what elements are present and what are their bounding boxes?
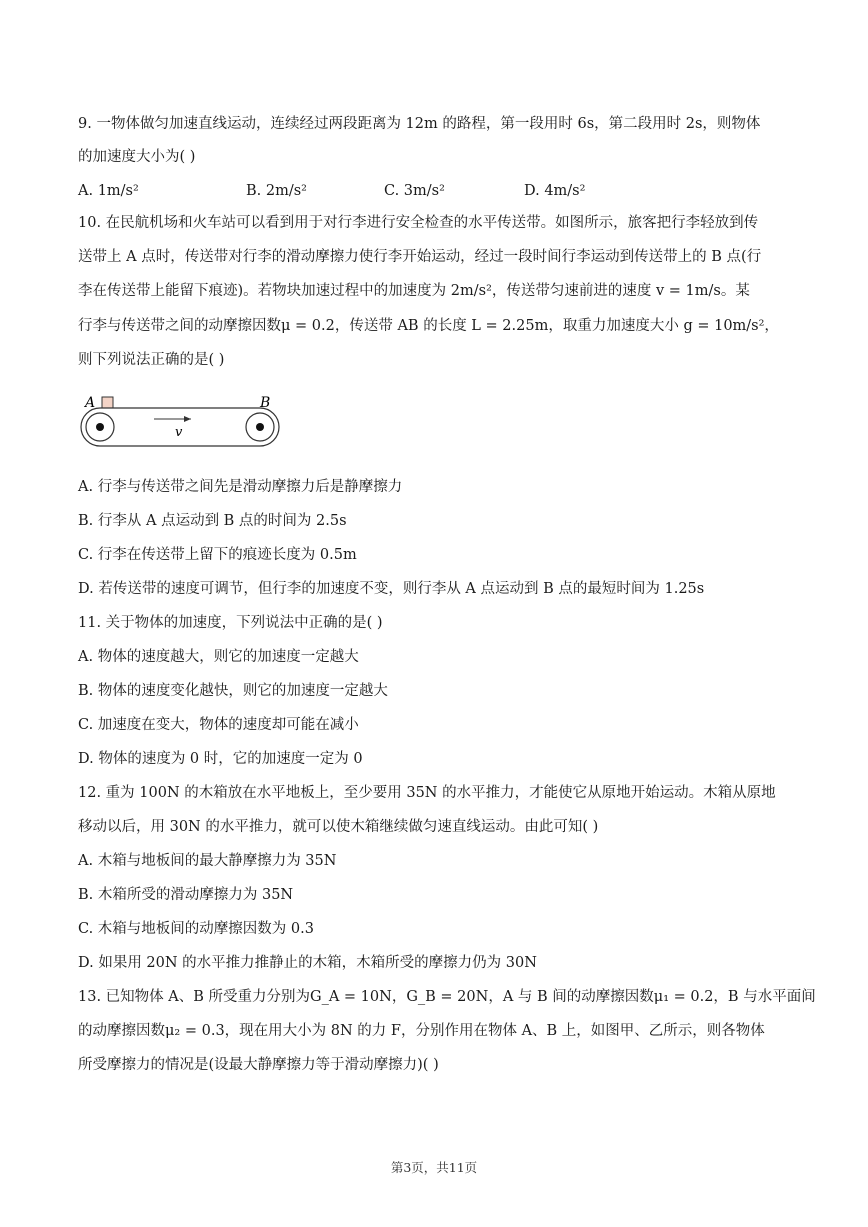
luggage-box — [102, 397, 113, 408]
q13-stem-line-3: 所受摩擦力的情况是(设最大静摩擦力等于滑动摩擦力)( ) — [78, 1057, 439, 1073]
left-pulley-axle — [96, 423, 104, 431]
right-pulley-axle — [256, 423, 264, 431]
q11-option-c: C. 加速度在变大，物体的速度却可能在减小 — [78, 717, 359, 733]
label-b: B — [260, 395, 271, 411]
page-footer: 第3页，共11页 — [390, 1160, 478, 1175]
q10-stem-line-3: 李在传送带上能留下痕迹)。若物块加速过程中的加速度为 2m/s²，传送带匀速前进的速度 v = 1m/s。某 — [78, 283, 750, 299]
q11-option-d: D. 物体的速度为 0 时，它的加速度一定为 0 — [78, 751, 363, 767]
label-v: v — [175, 425, 183, 440]
q10-option-a: A. 行李与传送带之间先是滑动摩擦力后是静摩擦力 — [78, 479, 403, 495]
q12-stem-line-2: 移动以后，用 30N 的水平推力，就可以使木箱继续做匀速直线运动。由此可知( ) — [78, 819, 599, 835]
q9-stem-line-1: 9. 一物体做匀加速直线运动，连续经过两段距离为 12m 的路程，第一段用时 6s，第二段用时 2s，则物体 — [78, 116, 761, 132]
q10-option-b: B. 行李从 A 点运动到 B 点的时间为 2.5s — [78, 513, 347, 529]
q10-stem-line-5: 则下列说法正确的是( ) — [78, 352, 225, 368]
q11-stem: 11. 关于物体的加速度，下列说法中正确的是( ) — [78, 615, 383, 631]
q10-option-c: C. 行李在传送带上留下的痕迹长度为 0.5m — [78, 547, 357, 563]
label-a: A — [85, 395, 96, 411]
q10-stem-line-4: 行李与传送带之间的动摩擦因数μ = 0.2，传送带 AB 的长度 L = 2.25m，取重力加速度大小 g = 10m/s²， — [78, 318, 779, 334]
q13-stem-line-1: 13. 已知物体 A、B 所受重力分别为G_A = 10N，G_B = 20N，A 与 B 间的动摩擦因数μ₁ = 0.2，B 与水平面间 — [78, 989, 816, 1005]
q9-option-b: B. 2m/s² — [246, 183, 307, 199]
q9-option-d: D. 4m/s² — [524, 183, 586, 199]
q13-stem-line-2: 的动摩擦因数μ₂ = 0.3，现在用大小为 8N 的力 F，分别作用在物体 A、B 上，如图甲、乙所示，则各物体 — [78, 1023, 765, 1039]
q12-option-d: D. 如果用 20N 的水平推力推静止的木箱，木箱所受的摩擦力仍为 30N — [78, 955, 537, 971]
q12-option-b: B. 木箱所受的滑动摩擦力为 35N — [78, 887, 294, 903]
conveyor-belt-diagram — [78, 390, 283, 452]
q12-option-c: C. 木箱与地板间的动摩擦因数为 0.3 — [78, 921, 314, 937]
q10-stem-line-2: 送带上 A 点时，传送带对行李的滑动摩擦力使行李开始运动，经过一段时间行李运动到传送带上的 B 点(行 — [78, 249, 762, 265]
q11-option-b: B. 物体的速度变化越快，则它的加速度一定越大 — [78, 683, 388, 699]
q9-option-a: A. 1m/s² — [78, 183, 139, 199]
velocity-arrowhead — [184, 416, 191, 422]
q12-option-a: A. 木箱与地板间的最大静摩擦力为 35N — [78, 853, 337, 869]
q12-stem-line-1: 12. 重为 100N 的木箱放在水平地板上，至少要用 35N 的水平推力，才能使它从原地开始运动。木箱从原地 — [78, 785, 776, 801]
q11-option-a: A. 物体的速度越大，则它的加速度一定越大 — [78, 649, 359, 665]
q10-option-d: D. 若传送带的速度可调节，但行李的加速度不变，则行李从 A 点运动到 B 点的最短时间为 1.25s — [78, 581, 705, 597]
q9-option-c: C. 3m/s² — [384, 183, 445, 199]
q10-stem-line-1: 10. 在民航机场和火车站可以看到用于对行李进行安全检查的水平传送带。如图所示，旅客把行李轻放到传 — [78, 215, 759, 231]
q9-stem-line-2: 的加速度大小为( ) — [78, 149, 196, 165]
